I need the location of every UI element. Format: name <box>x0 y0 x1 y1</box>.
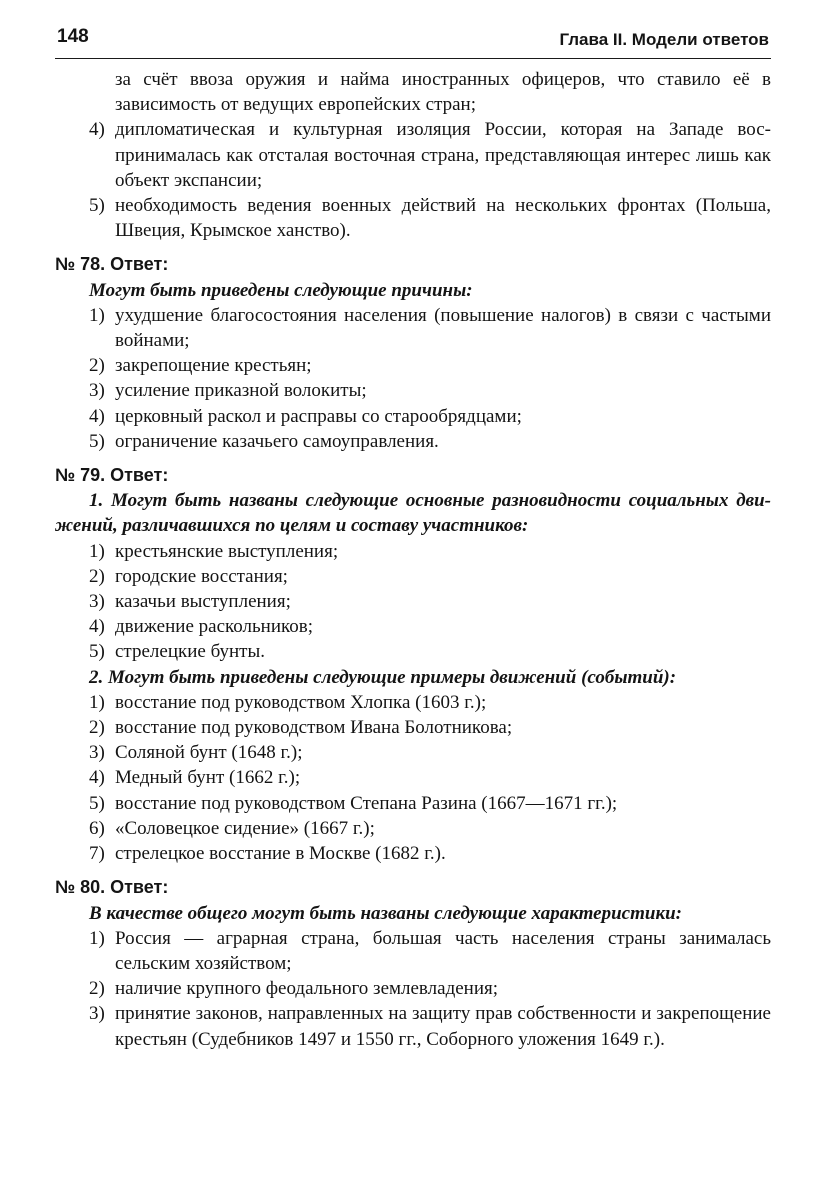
item-number: 6) <box>89 817 105 839</box>
list-item <box>89 378 771 403</box>
item-text: движение раскольников; <box>115 616 314 638</box>
answer-80-intro: В качестве общего могут быть названы следующие характеристики: <box>89 902 682 924</box>
answer-78-heading: № 78. Ответ: <box>55 254 169 275</box>
list-item <box>89 816 771 841</box>
page-header <box>55 24 771 59</box>
item-text: Соляной бунт (1648 г.); <box>115 742 303 764</box>
item-text: восстание под руководством Степана Разина (1667—1671 гг.); <box>115 792 618 814</box>
list-item <box>89 404 771 429</box>
item-text: восстание под руководством Хлопка (1603 г.); <box>115 691 487 713</box>
list-item <box>89 976 771 1001</box>
answer-80-heading: № 80. Ответ: <box>55 877 169 898</box>
item-text: принятие законов, направленных на защиту прав собственности и закрепощение крестьян (Судебников 1497 и 1550 гг., Соборного уложения 1649 г.). <box>115 1003 771 1050</box>
item-number: 3) <box>89 591 105 613</box>
item-number: 7) <box>89 843 105 865</box>
list-item <box>89 429 771 454</box>
item-number: 5) <box>89 430 105 452</box>
item-number: 3) <box>89 742 105 764</box>
item-text: «Соловецкое сидение» (1667 г.); <box>115 817 375 839</box>
item-number: 4) <box>89 616 105 638</box>
item-number: 1) <box>89 304 105 326</box>
item-number: 2) <box>89 565 105 587</box>
item-number: 4) <box>89 767 105 789</box>
item-number: 5) <box>89 195 105 217</box>
list-item <box>89 639 771 664</box>
list-item <box>89 926 771 976</box>
list-item <box>89 1001 771 1051</box>
item-text: необходимость ведения военных действий на нескольких фронтах (Польша, Швеция, Крымское ханство). <box>115 195 771 242</box>
item-text: городские восстания; <box>115 565 288 587</box>
item-text: закрепощение крестьян; <box>115 355 312 377</box>
list-item <box>89 117 771 193</box>
page-number: 148 <box>57 26 89 47</box>
continued-paragraph: за счёт ввоза оружия и найма иностранных офицеров, что ставило её в зависимость от ведущих европейских стран; <box>115 69 771 116</box>
item-number: 4) <box>89 405 105 427</box>
list-item <box>89 690 771 715</box>
list-item <box>89 303 771 353</box>
item-number: 4) <box>89 119 105 141</box>
list-item <box>89 715 771 740</box>
item-number: 2) <box>89 355 105 377</box>
item-text: наличие крупного феодального землевладения; <box>115 978 499 1000</box>
item-number: 1) <box>89 540 105 562</box>
item-text: Россия — аграрная страна, большая часть населения страны занималась сельским хозяйством; <box>115 927 771 974</box>
item-number: 2) <box>89 717 105 739</box>
book-page <box>55 24 771 1052</box>
item-text: ограничение казачьего самоуправления. <box>115 430 439 452</box>
answer-78-intro: Могут быть приведены следующие причины: <box>89 279 473 301</box>
item-number: 2) <box>89 978 105 1000</box>
item-text: церковный раскол и расправы со старообрядцами; <box>115 405 522 427</box>
item-text: стрелецкие бунты. <box>115 641 265 663</box>
item-number: 5) <box>89 792 105 814</box>
item-text: восстание под руководством Ивана Болотникова; <box>115 717 513 739</box>
list-item <box>89 193 771 243</box>
chapter-title: Глава II. Модели ответов <box>559 30 769 49</box>
item-text: Медный бунт (1662 г.); <box>115 767 301 789</box>
answer-79-intro-2: 2. Могут быть приведены следующие примеры движений (событий): <box>89 666 677 688</box>
list-item <box>89 765 771 790</box>
item-text: стрелецкое восстание в Москве (1682 г.). <box>115 843 446 865</box>
answer-79-intro-1: 1. Могут быть названы следующие основные разновидности социальных движений, различавшихся по целям и составу участников: <box>55 490 771 537</box>
list-item <box>89 614 771 639</box>
item-text: дипломатическая и культурная изоляция России, которая на Западе воспринималась как отсталая восточная страна, представляющая интерес лишь как объект экспансии; <box>115 119 771 191</box>
item-text: усиление приказной волокиты; <box>115 380 367 402</box>
list-item <box>89 740 771 765</box>
list-item <box>89 539 771 564</box>
page-content <box>55 67 771 1052</box>
item-number: 5) <box>89 641 105 663</box>
list-item <box>89 564 771 589</box>
item-number: 3) <box>89 380 105 402</box>
answer-79-heading: № 79. Ответ: <box>55 465 169 486</box>
item-text: ухудшение благосостояния населения (повышение налогов) в связи с частыми войнами; <box>115 304 771 352</box>
item-text: казачьи выступления; <box>115 591 291 613</box>
list-item <box>89 589 771 614</box>
list-item <box>89 841 771 866</box>
item-number: 1) <box>89 691 105 713</box>
list-item <box>89 791 771 816</box>
item-number: 3) <box>89 1003 105 1025</box>
item-text: крестьянские выступления; <box>115 540 339 562</box>
list-item <box>89 353 771 378</box>
item-number: 1) <box>89 927 105 949</box>
